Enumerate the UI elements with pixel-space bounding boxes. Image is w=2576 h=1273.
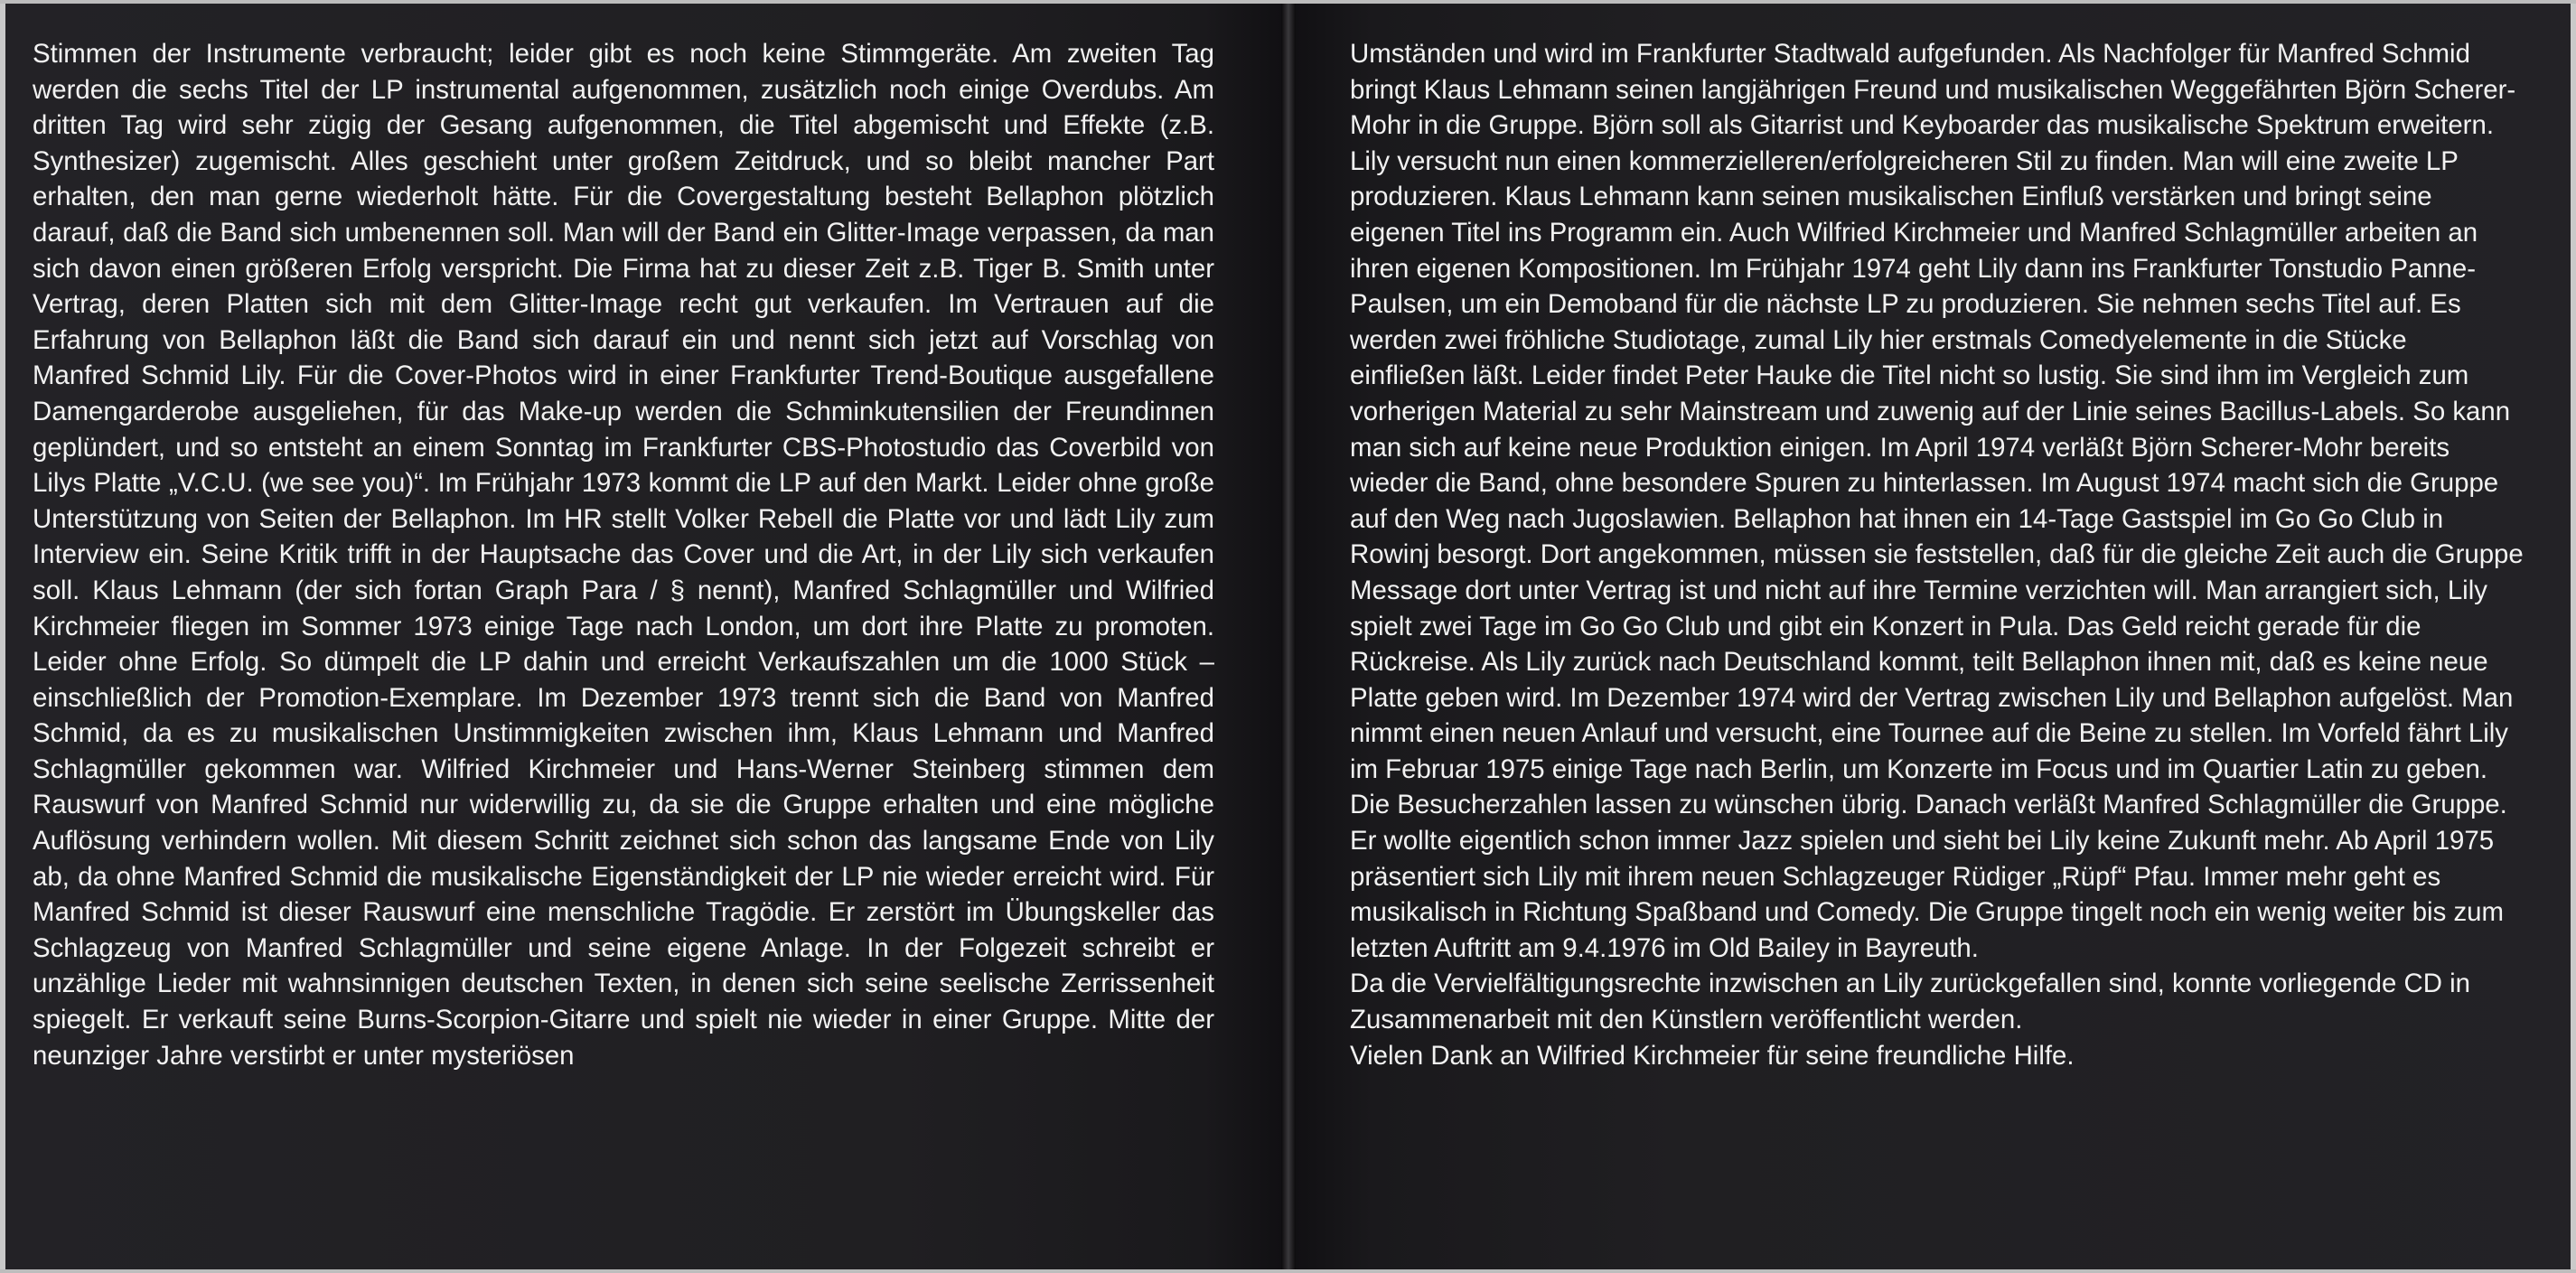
left-page-text — [33, 36, 1214, 1073]
right-page-text — [1350, 36, 2524, 1073]
left-page — [0, 0, 1281, 1273]
left-paragraph-1: Stimmen der Instrumente verbraucht; leider gibt es noch keine Stimmgeräte. Am zweiten Tag werden die sechs Titel der LP instrumental aufgenommen, zusätzlich noch einige Overdubs. Am dritten Tag wird sehr zügig der Gesang aufgenommen, die Titel abgemischt und Effekte (z.B. Synthesizer) zugemischt. Alles geschieht unter großem Zeitdruck, und so bleibt mancher Part erhalten, den man gerne wiederholt hätte. Für die Covergestaltung besteht Bellaphon plötzlich darauf, daß die Band sich umbenennen soll. Man will der Band ein Glitter-Image verpassen, da man sich davon einen größeren Erfolg verspricht. Die Firma hat zu dieser Zeit z.B. Tiger B. Smith unter Vertrag, deren Platten sich mit dem Glitter-Image recht gut verkaufen. Im Vertrauen auf die Erfahrung von Bellaphon läßt die Band sich darauf ein und nennt sich jetzt auf Vorschlag von Manfred Schmid Lily. Für die Cover-Photos wird in einer Frankfurter Trend-Boutique ausgefallene Damengarderobe ausgeliehen, für das Make-up werden die Schminkutensilien der Freundinnen geplündert, und so entsteht an einem Sonntag im Frankfurter CBS-Photostudio das Coverbild von Lilys Platte „V.C.U. (we see you)“. Im Frühjahr 1973 kommt die LP auf den Markt. Leider ohne große Unterstützung von Seiten der Bellaphon. Im HR stellt Volker Rebell die Platte vor und lädt Lily zum Interview ein. Seine Kritik trifft in der Hauptsache das Cover und die Art, in der Lily sich verkaufen soll. Klaus Lehmann (der sich fortan Graph Para / § nennt), Manfred Schlagmüller und Wilfried Kirchmeier fliegen im Sommer 1973 einige Tage nach London, um dort ihre Platte zu promoten. Leider ohne Erfolg. So dümpelt die LP dahin und erreicht Verkaufszahlen um die 1000 Stück – einschließlich der Promotion-Exemplare. Im Dezember 1973 trennt sich die Band von Manfred Schmid, da es zu musikalischen Unstimmigkeiten zwischen ihm, Klaus Lehmann und Manfred Schlagmüller gekommen war. Wilfried Kirchmeier und Hans-Werner Steinberg stimmen dem Rauswurf von Manfred Schmid nur widerwillig zu, da sie die Gruppe erhalten und eine mögliche Auflösung verhindern wollen. Mit diesem Schritt zeichnet sich schon das langsame Ende von Lily ab, da ohne Manfred Schmid die musikalische Eigenständigkeit der LP nie wieder erreicht wird. Für Manfred Schmid ist dieser Rauswurf eine menschliche Tragödie. Er zerstört im Übungskeller das Schlagzeug von Manfred Schlagmüller und seine eigene Anlage. In der Folgezeit schreibt er unzählige Lieder mit wahnsinnigen deutschen Texten, in denen sich seine seelische Zerrissenheit spiegelt. Er verkauft seine Burns-Scorpion-Gitarre und spielt nie wieder in einer Gruppe. Mitte der neunziger Jahre verstirbt er unter mysteriösen — [33, 39, 1214, 1071]
scan-edge-top — [0, 0, 2576, 4]
right-paragraph-3: Vielen Dank an Wilfried Kirchmeier für seine freundliche Hilfe. — [1350, 1040, 2075, 1071]
booklet-gutter — [1281, 0, 1296, 1273]
right-paragraph-2: Da die Vervielfältigungsrechte inzwischen an Lily zurückgefallen sind, konnte vorliegende CD in Zusammenarbeit mit den Künstlern veröffentlicht werden. — [1350, 969, 2471, 1035]
right-paragraph-1: Umständen und wird im Frankfurter Stadtwald aufgefunden. Als Nachfolger für Manfred Schmid bringt Klaus Lehmann seinen langjährigen Freund und musikalischen Weggefährten Björn Scherer-Mohr in die Gruppe. Björn soll als Gitarrist und Keyboarder das musikalische Spektrum erweitern. Lily versucht nun einen kommerzielleren/erfolgreicheren Stil zu finden. Man will eine zweite LP produzieren. Klaus Lehmann kann seinen musikalischen Einfluß verstärken und bringt seine eigenen Titel ins Programm ein. Auch Wilfried Kirchmeier und Manfred Schlagmüller arbeiten an ihren eigenen Kompositionen. Im Frühjahr 1974 geht Lily dann ins Frankfurter Tonstudio Panne-Paulsen, um ein Demoband für die nächste LP zu produzieren. Sie nehmen sechs Titel auf. Es werden zwei fröhliche Studiotage, zumal Lily hier erstmals Comedyelemente in die Stücke einfließen läßt. Leider findet Peter Hauke die Titel nicht so lustig. Sie sind ihm im Vergleich zum vorherigen Material zu sehr Mainstream und zuwenig auf der Linie seines Bacillus-Labels. So kann man sich auf keine neue Produktion einigen. Im April 1974 verläßt Björn Scherer-Mohr bereits wieder die Band, ohne besondere Spuren zu hinterlassen. Im August 1974 macht sich die Gruppe auf den Weg nach Jugoslawien. Bellaphon hat ihnen ein 14-Tage Gastspiel im Go Go Club in Rowinj besorgt. Dort angekommen, müssen sie feststellen, daß für die gleiche Zeit auch die Gruppe Message dort unter Vertrag ist und nicht auf ihre Termine verzichten will. Man arrangiert sich, Lily spielt zwei Tage im Go Go Club und gibt ein Konzert in Pula. Das Geld reicht gerade für die Rückreise. Als Lily zurück nach Deutschland kommt, teilt Bellaphon ihnen mit, daß es keine neue Platte geben wird. Im Dezember 1974 wird der Vertrag zwischen Lily und Bellaphon aufgelöst. Man nimmt einen neuen Anlauf und versucht, eine Tournee auf die Beine zu stellen. Im Vorfeld fährt Lily im Februar 1975 einige Tage nach Berlin, um Konzerte im Focus und im Quartier Latin zu geben. Die Besucherzahlen lassen zu wünschen übrig. Danach verläßt Manfred Schlagmüller die Gruppe. Er wollte eigentlich schon immer Jazz spielen und sieht bei Lily keine Zukunft mehr. Ab April 1975 präsentiert sich Lily mit ihrem neuen Schlagzeuger Rüdiger „Rüpf“ Pfau. Immer mehr geht es musikalisch in Richtung Spaßband und Comedy. Die Gruppe tingelt noch ein wenig weiter bis zum letzten Auftritt am 9.4.1976 im Old Bailey in Bayreuth. — [1350, 39, 2524, 963]
scan-edge-bottom — [0, 1269, 2576, 1273]
scan-edge-right — [2571, 0, 2576, 1273]
scan-edge-left — [0, 0, 5, 1273]
